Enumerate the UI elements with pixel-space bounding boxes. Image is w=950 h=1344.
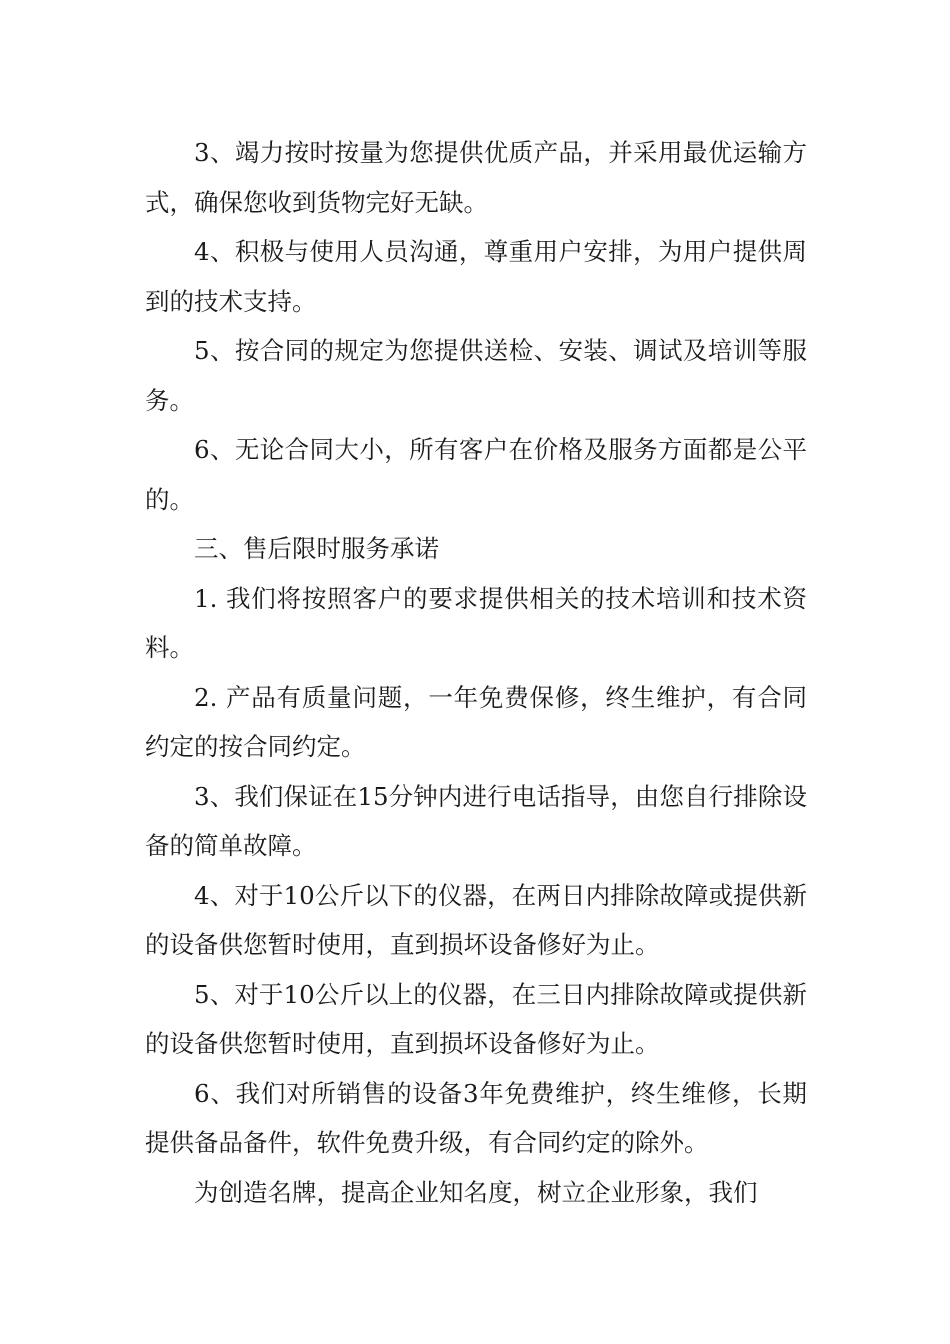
paragraph-point-6-fairness: 6、无论合同大小，所有客户在价格及服务方面都是公平的。 (145, 435, 807, 514)
paragraph-after-sales-4-under-10kg: 4、对于10公斤以下的仪器，在两日内排除故障或提供新的设备供您暂时使用，直到损坏设备修好为止。 (145, 880, 807, 959)
paragraph-after-sales-3-phone-guidance: 3、我们保证在15分钟内进行电话指导，由您自行排除设备的简单故障。 (145, 781, 807, 860)
paragraph-closing-brand: 为创造名牌，提高企业知名度，树立企业形象，我们 (194, 1177, 758, 1207)
paragraph-point-3-delivery: 3、竭力按时按量为您提供优质产品，并采用最优运输方式，确保您收到货物完好无缺。 (145, 138, 807, 217)
section-heading-after-sales: 三、售后限时服务承诺 (194, 534, 439, 563)
paragraph-after-sales-6-maintenance: 6、我们对所销售的设备3年免费维护，终生维修，长期提供备品备件，软件免费升级，有合同约定的除外。 (145, 1078, 807, 1157)
paragraph-after-sales-1-training: 1. 我们将按照客户的要求提供相关的技术培训和技术资料。 (145, 583, 807, 662)
document-body (145, 128, 807, 1217)
paragraph-point-4-communication: 4、积极与使用人员沟通，尊重用户安排，为用户提供周到的技术支持。 (145, 237, 807, 316)
paragraph-after-sales-2-warranty: 2. 产品有质量问题，一年免费保修，终生维护，有合同约定的按合同约定。 (145, 682, 807, 761)
paragraph-after-sales-5-over-10kg: 5、对于10公斤以上的仪器，在三日内排除故障或提供新的设备供您暂时使用，直到损坏设备修好为止。 (145, 979, 807, 1058)
paragraph-point-5-contract-services: 5、按合同的规定为您提供送检、安装、调试及培训等服务。 (145, 336, 807, 415)
